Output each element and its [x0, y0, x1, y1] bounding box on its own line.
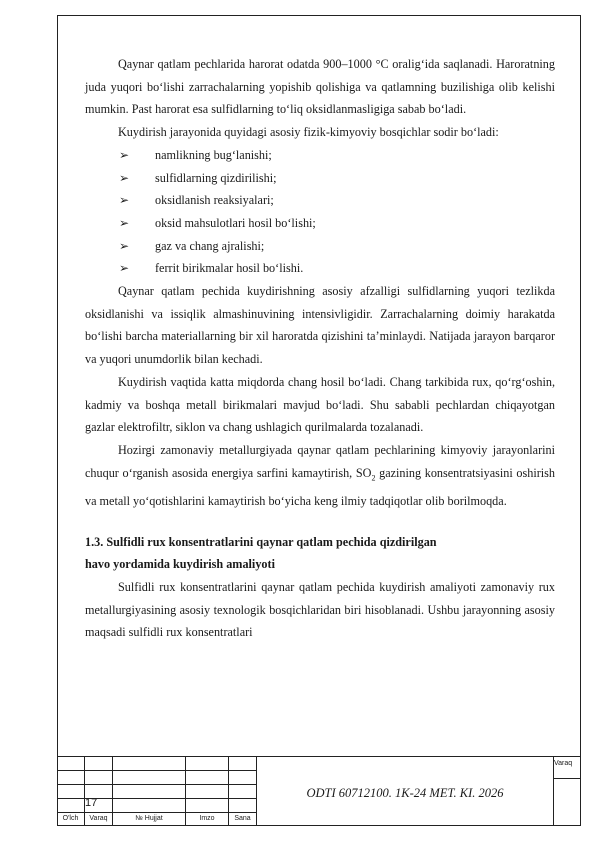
stage-text: oksid mahsulotlari hosil bo‘lishi;	[155, 215, 316, 230]
arrow-bullet-icon: ➢	[119, 238, 130, 253]
col-label-hujjat: № Hujjat	[135, 815, 163, 822]
stage-list-item	[85, 144, 555, 167]
stage-list-item	[85, 212, 555, 235]
stage-text: gaz va chang ajralishi;	[155, 238, 265, 253]
page-number: 17	[85, 797, 98, 809]
research-text-start: Hozirgi zamonaviy metallurgiyada qaynar qatlam pechlarining kimyoviy jarayonlarini chuqur o‘rganish asosida energiya sarfini kamaytirish, SO	[85, 442, 555, 480]
document-code: ODTI 60712100. 1K-24 MET. KI. 2026	[306, 786, 504, 800]
paragraph-advantages: Qaynar qatlam pechida kuydirishning asosiy afzalligi sulfidlarning yuqori tezlikda oksidlanishi va issiqlik almashinuvining intensivligidir. Zarrachalarning doimiy harakatda bo‘lishi barcha materiallarning bir xil haroratda qizishini ta’minlaydi. Natijada jarayon barqaror va yuqori unumdorlik bilan kechadi.	[85, 284, 555, 367]
stage-list-item	[85, 189, 555, 212]
arrow-bullet-icon: ➢	[119, 170, 130, 185]
stages-list	[85, 144, 555, 280]
so2-subscript: 2	[371, 473, 376, 483]
document-body	[85, 53, 555, 644]
stage-list-item	[85, 235, 555, 258]
title-block	[57, 756, 581, 826]
stage-text: namlikning bug‘lanishi;	[155, 147, 272, 162]
arrow-bullet-icon: ➢	[119, 215, 130, 230]
col-label-varaq: Varaq	[89, 815, 108, 822]
sheet-label: Varaq	[554, 760, 573, 767]
col-label-imzo: Imzo	[199, 815, 215, 822]
arrow-bullet-icon: ➢	[119, 193, 130, 208]
section-heading-line1: 1.3. Sulfidli rux konsentratlarini qaynar qatlam pechida qizdirilgan	[85, 534, 437, 549]
stage-list-item	[85, 257, 555, 280]
section-heading	[85, 531, 555, 576]
stage-text: oksidlanish reaksiyalari;	[155, 193, 274, 208]
paragraph-practice: Sulfidli rux konsentratlarini qaynar qatlam pechida kuydirish amaliyoti zamonaviy rux metallurgiyasining asosiy texnologik bosqichlaridan biri hisoblanadi. Ushbu jarayonning asosiy maqsadi sulfidli rux konsentratlari	[85, 579, 555, 640]
paragraph-research	[85, 439, 555, 513]
arrow-bullet-icon: ➢	[119, 147, 130, 162]
arrow-bullet-icon: ➢	[119, 261, 130, 276]
paragraph-stages-intro: Kuydirish jarayonida quyidagi asosiy fizik-kimyoviy bosqichlar sodir bo‘ladi:	[118, 125, 499, 140]
section-heading-line2: havo yordamida kuydirish amaliyoti	[85, 557, 275, 572]
paragraph-dust: Kuydirish vaqtida katta miqdorda chang hosil bo‘ladi. Chang tarkibida rux, qo‘rg‘oshin, kadmiy va boshqa metall birikmalari mavjud bo‘ladi. Shu sababli pechlardan chiqayotgan gazlar elektrofiltr, siklon va chang ushlagich qurilmalarda tozalanadi.	[85, 374, 555, 435]
stage-text: sulfidlarning qizdirilishi;	[155, 170, 277, 185]
stage-list-item	[85, 167, 555, 190]
research-text-end: gazining konsentratsiyasini oshirish va metall yo‘qotishlarini kamaytirish bo‘yicha keng ilmiy tadqiqotlar olib borilmoqda.	[85, 465, 555, 508]
col-label-olch: O'lch	[62, 815, 79, 822]
stage-text: ferrit birikmalar hosil bo‘lishi.	[155, 261, 304, 276]
paragraph-temperature: Qaynar qatlam pechlarida harorat odatda 900–1000 °C oralig‘ida saqlanadi. Haroratning juda yuqori bo‘lishi zarrachalarning yopishib qolishiga va qatlamning buzilishiga olib kelishi mumkin. Past harorat esa sulfidlarning to‘liq oksidlanmasligiga sabab bo‘ladi.	[85, 57, 555, 117]
col-label-sana: Sana	[234, 815, 251, 822]
